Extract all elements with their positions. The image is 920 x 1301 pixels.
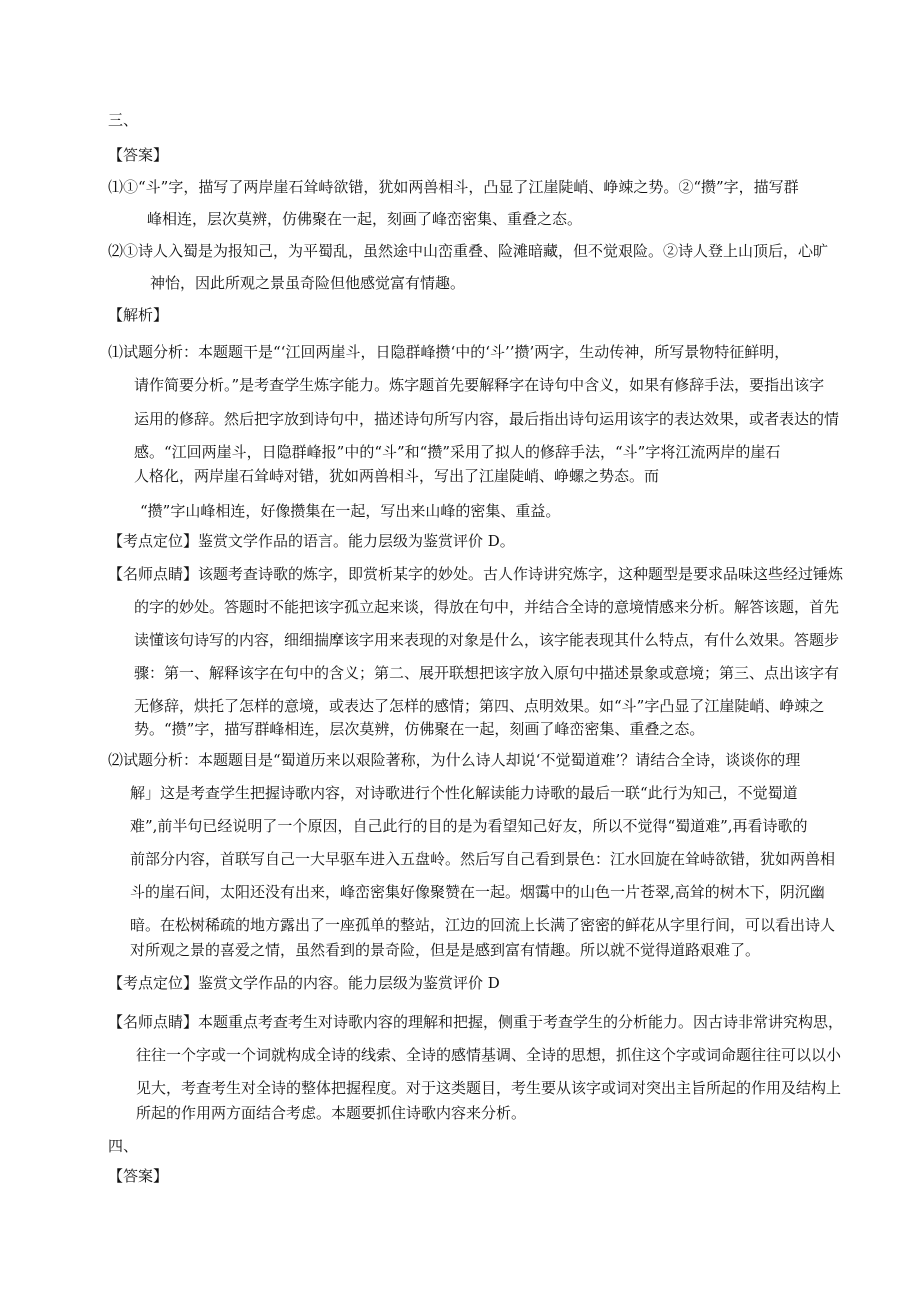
kaodian-dingwei: 【考点定位】鉴赏文学作品的语言。能力层级为鉴赏评价 D。 [108, 532, 515, 550]
section-3-heading: 三、 [108, 111, 139, 129]
analysis-tag: 【解析】 [108, 306, 169, 324]
mingshi-dianjing-line: 所起的作用两方面结合考虑。本题要抓住诗歌内容来分析。 [136, 1104, 527, 1122]
analysis-line: ⑴试题分析：本题题干是“‘江回两崖斗，日隐群峰攒‘中的‘斗’’攒’两字，生动传神，所写景物特征鲜明， [108, 343, 790, 361]
mingshi-dianjing-line: 的字的妙处。答题时不能把该字孤立起来谈，得放在句中，并结合全诗的意境情感来分析。解答该题，首先 [134, 598, 840, 616]
analysis-line: 斗的崖石间，太阳还没有出来，峰峦密集好像聚赞在一起。烟霭中的山色一片苍翠,高耸的树木下，阴沉幽 [130, 883, 825, 901]
analysis-line: ⑵试题分析：本题题目是“蜀道历来以艰险著称，为什么诗人却说‘不觉蜀道难’？请结合全诗，谈谈你的理 [108, 751, 801, 769]
answer-line: 神怡，因此所观之景虽奇险但他感觉富有情趣。 [150, 274, 466, 292]
mingshi-dianjing-line: 读懂该句诗写的内容，细细揣摩该字用来表现的对象是什么，该字能表现其什么特点，有什么效果。答题步 [134, 631, 840, 649]
analysis-line: 运用的修辞。然后把字放到诗句中，描述诗句所写内容，最后指出诗句运用该字的表达效果，或者表达的情 [134, 410, 840, 428]
analysis-line: “攒”字山峰相连，好像攒集在一起，写出来山峰的密集、重益。 [140, 502, 561, 520]
answer-line: 峰相连，层次莫辨，仿佛聚在一起，刻画了峰峦密集、重叠之态。 [147, 210, 583, 228]
mingshi-dianjing-line: 无修辞，烘托了怎样的意境，或表达了怎样的感情；第四、点明效果。如“斗”字凸显了江崖陡峭、峥竦之 [134, 697, 825, 715]
analysis-line: 难”,前半句已经说明了一个原因，自己此行的目的是为看望知己好友，所以不觉得“蜀道难”,再看诗歌的 [130, 817, 808, 835]
kaodian-dingwei: 【考点定位】鉴赏文学作品的内容。能力层级为鉴赏评价 D [108, 974, 500, 992]
mingshi-dianjing-line: 骤：第一、解释该字在句中的含义；第二、展开联想把该字放入原句中描述景象或意境；第三、点出该字有 [134, 664, 840, 682]
answer-line: ⑴①“斗”字，描写了两岸崖石耸峙欲错，犹如两兽相斗，凸显了江崖陡峭、峥竦之势。②“攒”字，描写群 [108, 178, 799, 196]
section-4-heading: 四、 [108, 1137, 139, 1155]
mingshi-dianjing-line: 往往一个字或一个词就构成全诗的线索、全诗的感情基调、全诗的思想，抓住这个字或词命题往往可以以小 [136, 1046, 842, 1064]
answer-tag: 【答案】 [108, 146, 169, 164]
mingshi-dianjing-line: 【名师点睛】本题重点考查考生对诗歌内容的理解和把握，侧重于考查学生的分析能力。因古诗非常讲究构思， [108, 1013, 844, 1031]
analysis-line: 对所观之景的喜爱之情，虽然看到的景奇险，但是是感到富有情趣。所以就不觉得道路艰难了。 [130, 941, 761, 959]
answer-tag: 【答案】 [108, 1167, 169, 1185]
analysis-line: 人格化，两岸崖石耸峙对错，犹如两兽相斗，写出了江崖陡峭、峥螺之势态。而 [134, 467, 660, 485]
mingshi-dianjing-line: 【名师点睛】该题考查诗歌的炼字，即赏析某字的妙处。古人作诗讲究炼字，这种题型是要求品味这些经过锤炼 [108, 565, 844, 583]
analysis-line: 解」这是考查学生把握诗歌内容，对诗歌进行个性化解读能力诗歌的最后一联“此行为知己，不觉蜀道 [130, 784, 798, 802]
mingshi-dianjing-line: 势。“攒”字，描写群峰相连，层次莫辨，仿佛聚在一起，刻画了峰峦密集、重叠之态。 [134, 720, 705, 738]
mingshi-dianjing-line: 见大，考查考生对全诗的整体把握程度。对于这类题目，考生要从该字或词对突出主旨所起的作用及结构上 [136, 1079, 842, 1097]
analysis-line: 请作简要分析。”是考查学生炼字能力。炼字题首先要解释字在诗句中含义，如果有修辞手法，要指出该字 [134, 376, 825, 394]
analysis-line: 感。“江回两崖斗，日隐群峰报”中的“斗”和“攒”采用了拟人的修辞手法，“斗”字将江流两岸的崖石 [134, 443, 781, 461]
answer-line: ⑵①诗人入蜀是为报知己，为平蜀乱，虽然途中山峦重叠、险滩暗藏，但不觉艰险。②诗人登上山顶后，心旷 [108, 242, 829, 260]
analysis-line: 前部分内容，首联写自己一大早驱车进入五盘岭。然后写自己看到景色：江水回旋在耸峙欲错，犹如两兽相 [130, 850, 836, 868]
analysis-line: 暗。在松树稀疏的地方露出了一座孤单的整站，江边的回流上长满了密密的鲜花从字里行间，可以看出诗人 [130, 916, 836, 934]
